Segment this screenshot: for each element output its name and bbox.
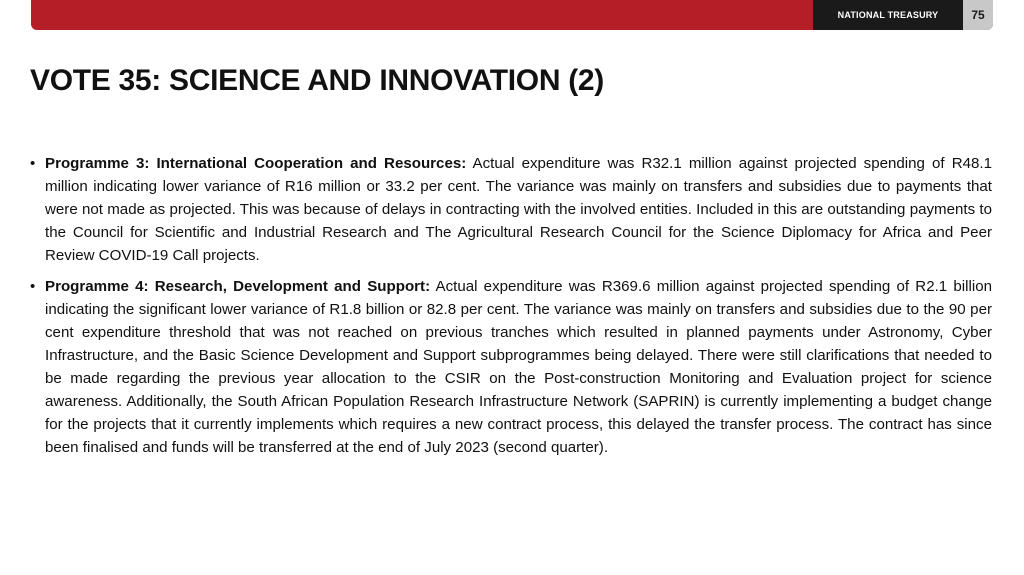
brand-label: NATIONAL TREASURY	[813, 0, 963, 30]
bullet-list	[30, 152, 992, 467]
bullet-text: Actual expenditure was R32.1 million against projected spending of R48.1 million indicating lower variance of R16 million or 33.2 per cent. The variance was mainly on transfers and subsidies due to payments that were not made as projected. This was because of delays in contracting with the involved entities. Included in this are outstanding payments to the Council for Scientific and Industrial Research and The Agricultural Research Council for the Science Diplomacy for Africa and Peer Review COVID-19 Call projects.	[45, 155, 992, 264]
bullet-icon: •	[30, 278, 36, 295]
bullet-heading: Programme 3: International Cooperation and Resources:	[45, 155, 467, 172]
list-item	[30, 152, 992, 267]
bullet-icon: •	[30, 155, 36, 172]
list-item	[30, 275, 992, 459]
page-title: VOTE 35: SCIENCE AND INNOVATION (2)	[30, 64, 605, 97]
bullet-heading: Programme 4: Research, Development and Support:	[45, 278, 431, 295]
bullet-text: Actual expenditure was R369.6 million against projected spending of R2.1 billion indicating the significant lower variance of R1.8 billion or 82.8 per cent. The variance was mainly on transfers and subsidies due to the 90 per cent expenditure threshold that was not reached on previous tranches which resulted in planned payments under Astronomy, Cyber Infrastructure, and the Basic Science Development and Support subprogrammes being delayed. There were still clarifications that needed to be made regarding the previous year allocation to the CSIR on the Post-construction Monitoring and Evaluation project for science awareness. Additionally, the South African Population Research Infrastructure Network (SAPRIN) is currently implementing a budget change for the projects that it currently implements which requires a new contract process, this delayed the transfer process. The contract has since been finalised and funds will be transferred at the end of July 2023 (second quarter).	[45, 278, 993, 456]
page-number: 75	[963, 0, 993, 30]
